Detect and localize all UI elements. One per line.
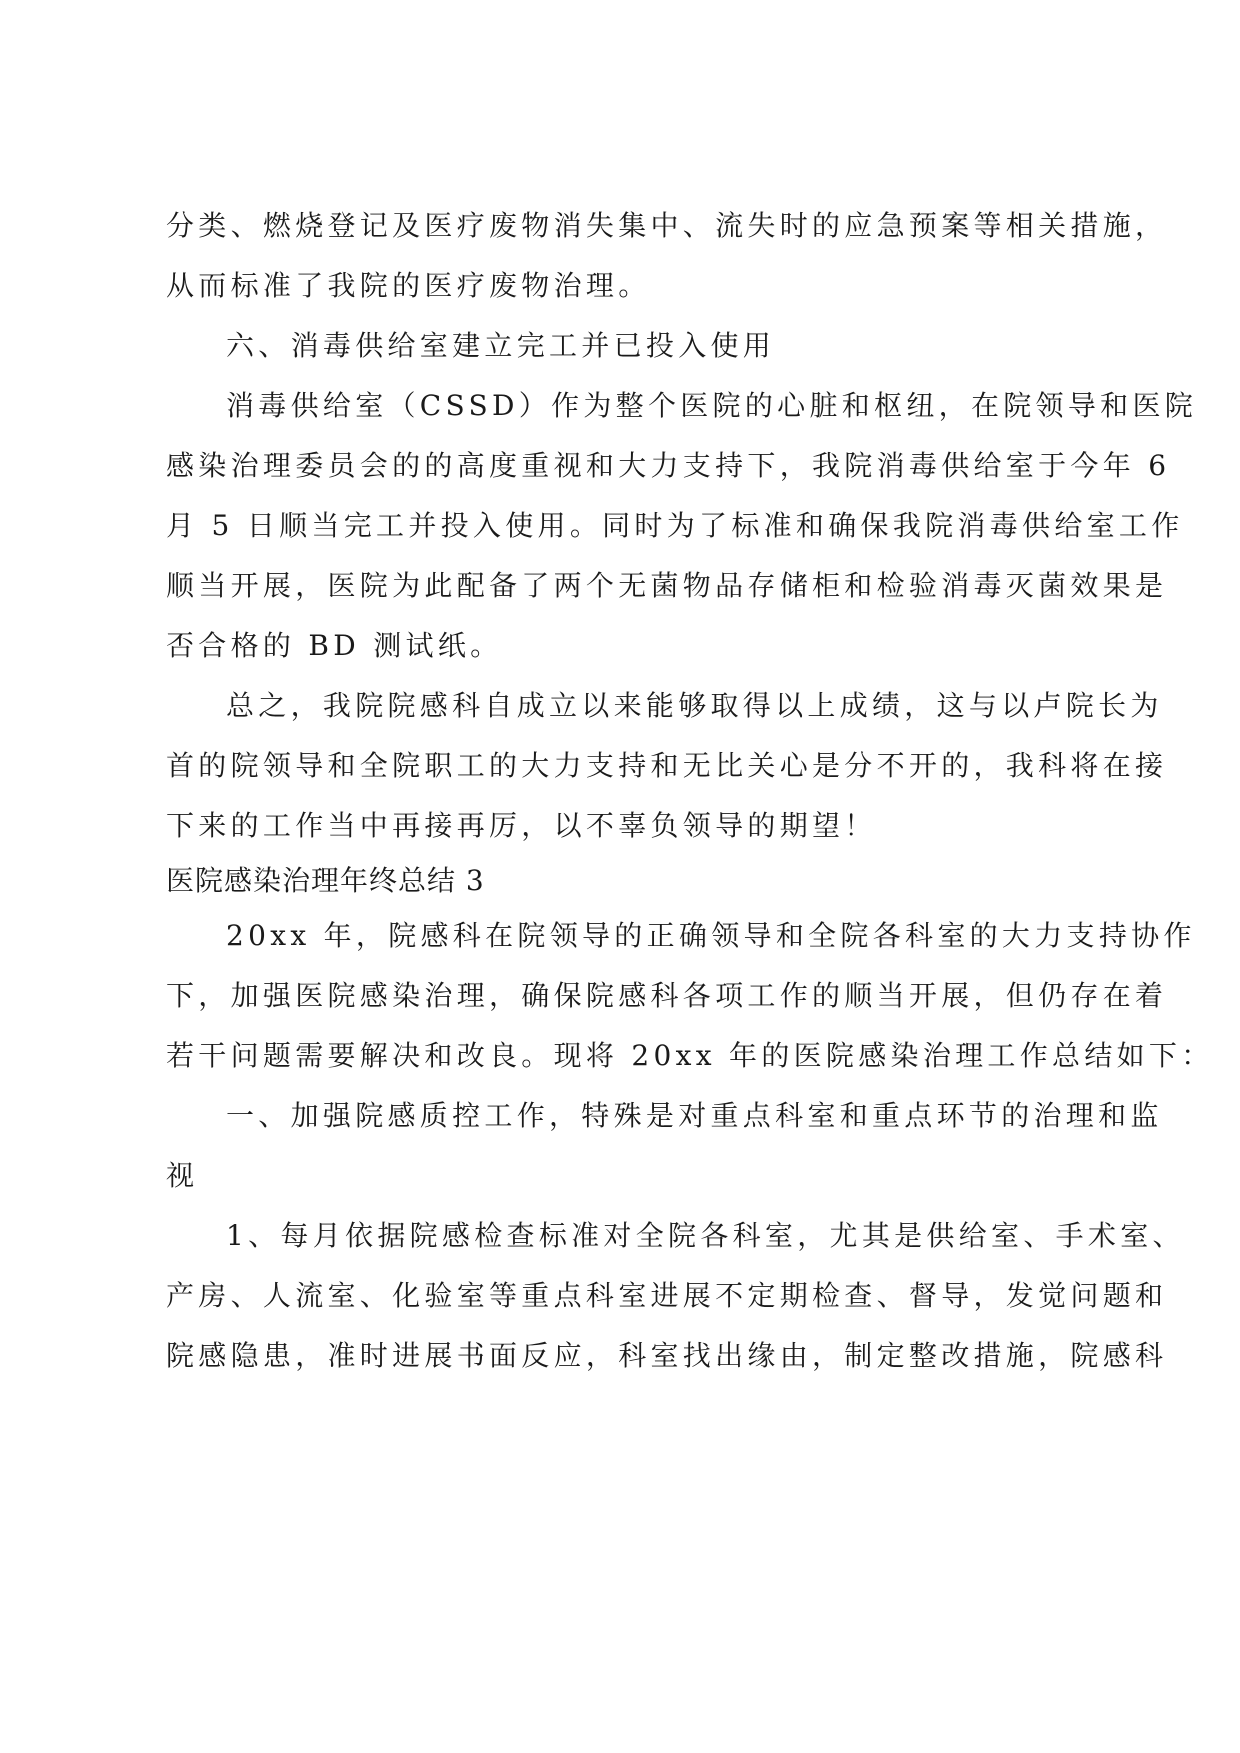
paragraph-line: 消毒供给室（CSSD）作为整个医院的心脏和枢纽，在院领导和医院: [226, 389, 1198, 422]
paragraph-line: 产房、人流室、化验室等重点科室进展不定期检查、督导，发觉问题和: [166, 1279, 1168, 1312]
paragraph-line: 感染治理委员会的的高度重视和大力支持下，我院消毒供给室于今年 6: [166, 449, 1171, 482]
paragraph-line: 顺当开展，医院为此配备了两个无菌物品存储柜和检验消毒灭菌效果是: [166, 569, 1168, 602]
section-heading: 一、加强院感质控工作，特殊是对重点科室和重点环节的治理和监: [226, 1099, 1163, 1132]
paragraph-line: 院感隐患，准时进展书面反应，科室找出缘由，制定整改措施，院感科: [166, 1339, 1168, 1372]
paragraph-line: 首的院领导和全院职工的大力支持和无比关心是分不开的，我科将在接: [166, 749, 1168, 782]
paragraph-line: 从而标准了我院的医疗废物治理。: [166, 269, 651, 302]
paragraph-line: 总之，我院院感科自成立以来能够取得以上成绩，这与以卢院长为: [226, 689, 1163, 722]
paragraph-line: 20xx 年，院感科在院领导的正确领导和全院各科室的大力支持协作: [226, 919, 1196, 952]
paragraph-line: 1、每月依据院感检查标准对全院各科室，尤其是供给室、手术室、: [226, 1219, 1185, 1252]
section-heading: 六、消毒供给室建立完工并已投入使用: [226, 329, 776, 362]
paragraph-line: 下来的工作当中再接再厉，以不辜负领导的期望！: [166, 809, 877, 842]
paragraph-line: 否合格的 BD 测试纸。: [166, 629, 503, 662]
paragraph-line: 下，加强医院感染治理，确保院感科各项工作的顺当开展，但仍存在着: [166, 979, 1168, 1012]
section-heading: 视: [166, 1159, 199, 1192]
document-title: 医院感染治理年终总结 3: [166, 864, 485, 897]
paragraph-line: 月 5 日顺当完工并投入使用。同时为了标准和确保我院消毒供给室工作: [166, 509, 1184, 542]
paragraph-line: 分类、燃烧登记及医疗废物消失集中、流失时的应急预案等相关措施，: [166, 209, 1168, 242]
paragraph-line: 若干问题需要解决和改良。现将 20xx 年的医院感染治理工作总结如下：: [166, 1039, 1214, 1072]
